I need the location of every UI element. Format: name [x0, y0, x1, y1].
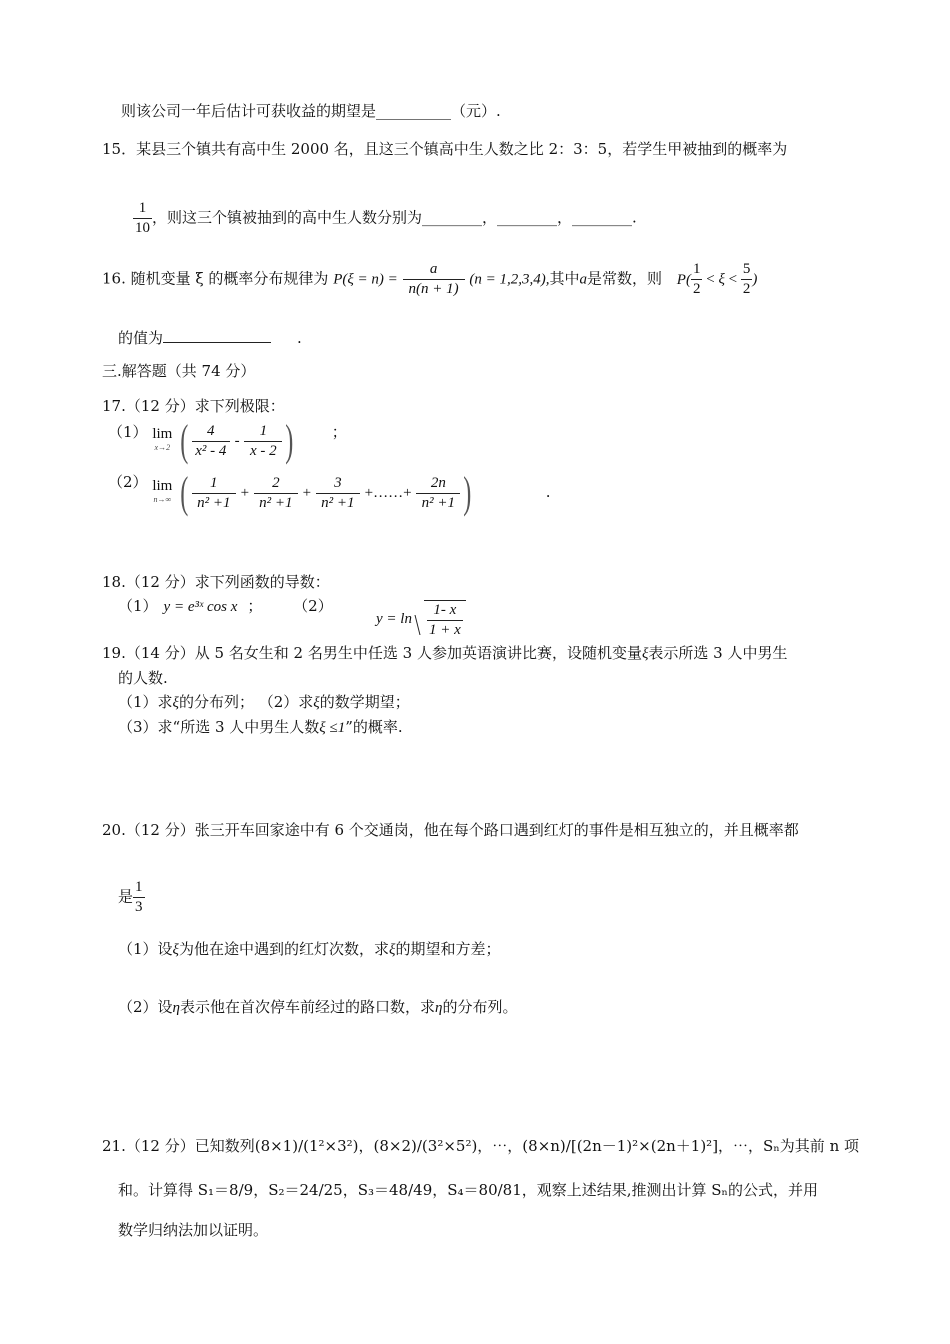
q21-line3: 数学归纳法加以证明。	[118, 1221, 269, 1239]
q20-part2: （2）设η表示他在首次停车前经过的路口数，求η的分布列。	[118, 998, 518, 1016]
q16-prob-expr: P(	[676, 271, 691, 288]
q19-line1: 19.（14 分）从 5 名女生和 2 名男生中任选 3 人参加英语演讲比赛，设随机变量ξ表示所选 3 人中男生	[102, 644, 788, 662]
q17-part2: （2） lim n→∞ ( $\frac{1}{\text{n² +1}}$ + $\frac{2}{\text{n² +1}}$ + $\frac{3}{\text{n² +1}}$ +……+ $\frac{2n}{\text{n² +1}}$ ) .	[108, 468, 551, 517]
q18-part2-formula: y = ln $\frac{1- x}{1 + x}$	[376, 596, 466, 640]
q18-title: 18.（12 分）求下列函数的导数：	[102, 573, 330, 591]
q20-part1: （1）设ξ为他在途中遇到的红灯次数，求ξ的期望和方差；	[118, 940, 501, 958]
q16-answer-line: 的值为 .	[118, 326, 302, 348]
q20-line2: 是 $\frac{1}{3}$	[118, 879, 143, 915]
q16-formula-lhs: P(ξ = n) =	[333, 271, 398, 288]
q16-text: 16. 随机变量 ξ 的概率分布规律为	[102, 269, 329, 288]
q19-line3: （1）求ξ的分布列； （2）求ξ的数学期望；	[118, 693, 410, 711]
q16-range: (n = 1,2,3,4),	[469, 271, 550, 288]
q15-text-2: ，则这三个镇被抽到的高中生人数分别为________，________，________.	[152, 208, 637, 227]
section-title: 三.解答题（共 74 分）	[102, 362, 256, 380]
q18-part1: （1） y = e³ˣ cos x ； （2）	[118, 597, 333, 615]
q17-title: 17.（12 分）求下列极限：	[102, 397, 285, 415]
fraction-one-third: $\frac{1}{3}$	[135, 879, 143, 915]
q16-fraction: $\frac{a}{n(n + 1)}$	[403, 260, 465, 299]
q14-tail: 则该公司一年后估计可获收益的期望是__________（元）.	[121, 102, 501, 120]
q19-line4: （3）求“所选 3 人中男生人数ξ ≤1”的概率.	[118, 718, 403, 736]
q17-part1: （1） lim x→2 ( $\frac{4}{\text{x² - 4}}$ - $\frac{1}{x - 2}$ ) ；	[108, 416, 347, 465]
q15-text: 15．某县三个镇共有高中生 2000 名，且这三个镇高中生人数之比 2：3：5，若学生甲被抽到的概率为	[102, 140, 788, 158]
q21-line2: 和。计算得 S₁＝8/9，S₂＝24/25，S₃＝48/49，S₄＝80/81，观察上述结果,推测出计算 Sₙ的公式，并用	[118, 1181, 819, 1199]
q16-line: 16. 随机变量 ξ 的概率分布规律为 P(ξ = n) = $\frac{a}{n(n + 1)}$ (n = 1,2,3,4),其中a是常数，则 P( $\frac{1}{2}$ < ξ < $\frac{5}{2}$ )	[102, 261, 758, 297]
q20-line1: 20.（12 分）张三开车回家途中有 6 个交通岗，他在每个路口遇到红灯的事件是相互独立的，并且概率都	[102, 821, 799, 839]
fraction-one-tenth: $\frac{1}{10}$	[135, 200, 150, 236]
q15-line2	[133, 199, 637, 238]
q19-line2: 的人数.	[118, 669, 168, 687]
q21-line1: 21.（12 分）已知数列(8×1)/(1²×3²)，(8×2)/(3²×5²)，⋯，(8×n)/[(2n－1)²×(2n＋1)²]，⋯，Sₙ为其前 n 项	[102, 1137, 860, 1155]
